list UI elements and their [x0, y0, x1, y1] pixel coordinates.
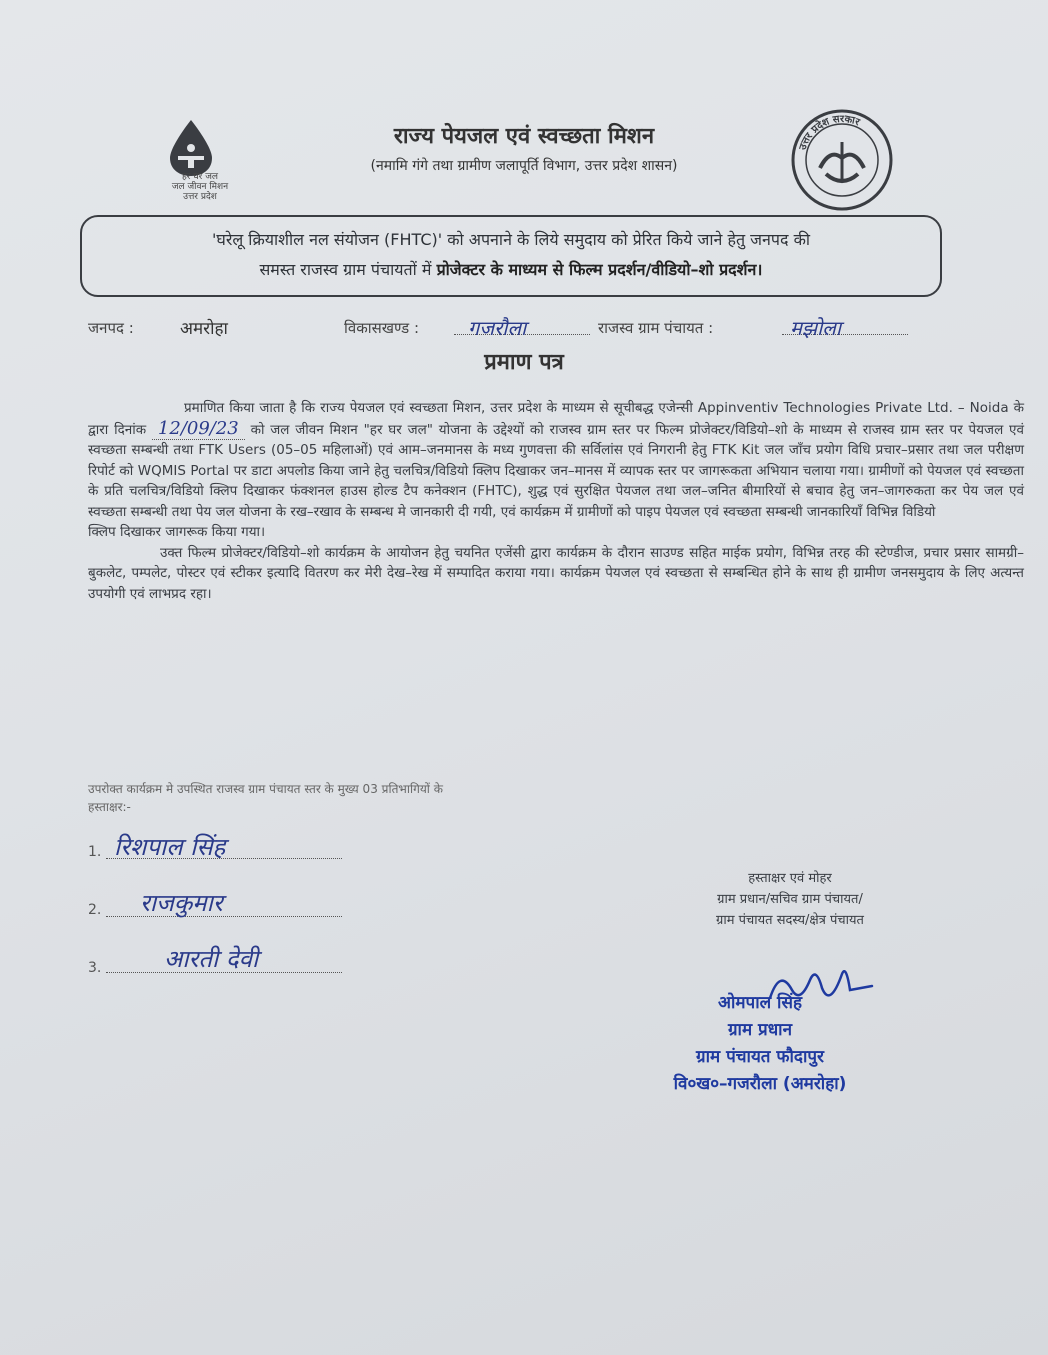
up-government-seal-icon: [790, 108, 894, 212]
stamp-label-3: ग्राम पंचायत सदस्य/क्षेत्र पंचायत: [716, 913, 864, 928]
participant-1-number: 1.: [88, 844, 102, 860]
stamp-block: वि०ख०–गजरौला (अमरोहा): [673, 1074, 847, 1094]
participant-2-signature: राजकुमार: [140, 889, 223, 917]
participant-3-signature: आरती देवी: [164, 945, 259, 973]
program-title-banner: [80, 215, 942, 297]
banner-line-2-plain: समस्त राजस्व ग्राम पंचायतों में: [259, 260, 437, 279]
district-value: अमरोहा: [180, 319, 228, 339]
block-label: विकासखण्ड :: [344, 319, 420, 337]
body-p1-end: को जल जीवन मिशन "हर घर जल" योजना के उद्देश्यों को राजस्व ग्राम स्तर पर फिल्म प्रोजेक्टर/विडियो–शो के माध्यम से राजस्व ग्राम स्तर पर पेयजल एवं स्वच्छता सम्बन्धी तथा FTK Users (05–05 महिलाओं) एवं आम–जनमानस के मध्य गुणवत्ता की सर्विलांस एवं निगरानी हेतु FTK Kit जल जाँच प्रयोग विधि प्रचार–प्रसार तथा जल परीक्षण रिपोर्ट को WQMIS Portal पर डाटा अपलोड किया जाने हेतु चलचित्र/विडियो क्लिप दिखाकर जन–मानस में व्यापक स्तर पर जागरूकता अभियान चलाया गया। ग्रामीणों को पेयजल एवं स्वच्छता के प्रति चलचित्र/विडियो क्लिप दिखाकर फंक्शनल हाउस होल्ड टैप कनेक्शन (FHTC), शुद्ध एवं सुरक्षित पेयजल तथा जल–जनित बीमारियों से बचाव हेतु जन–जागरुकता कर पेय जल एवं स्वच्छता सम्बन्धी तथा पेय जल योजना के रख–रखाव के सम्बन्ध मे जानकारी दी गयी, एवं कार्यक्रम में ग्रामीणों को पाइप पेयजल एवं स्वच्छता सम्बन्धी जानकारियाँ विभिन्न विडियो: [88, 421, 1024, 520]
participants-intro: [88, 780, 628, 816]
location-fields: [88, 312, 968, 346]
body-paragraph-2: उक्त फिल्म प्रोजेक्टर/विडियो–शो कार्यक्रम के आयोजन हेतु चयनित एजेंसी द्वारा कार्यक्रम के दौरान साउण्ड सहित माईक प्रयोग, विभिन्न तरह की स्टेण्डीज, प्रचार प्रसार सामग्री–बुकलेट, पम्पलेट, पोस्टर एवं स्टीकर इत्यादि वितरण कर मेरी देख–रेख में सम्पादित कराया गया। कार्यक्रम पेयजल एवं स्वच्छता से सम्बन्धित होने के साथ ही ग्रामीण जनसमुदाय के लिए अत्यन्त उपयोगी एवं लाभप्रद रहा।: [88, 544, 1024, 602]
participants-intro-1: उपरोक्त कार्यक्रम मे उपस्थित राजस्व ग्राम पंचायत स्तर के मुख्य 03 प्रतिभागियों के: [88, 782, 443, 796]
stamp-label-1: हस्ताक्षर एवं मोहर: [748, 871, 832, 886]
body-p1-start: प्रमाणित किया जाता है कि राज्य पेयजल एवं स्वच्छता मिशन, उत्तर प्रदेश के माध्यम से सूचीबद्ध एजेन्सी Appinventiv Technologies Private Ltd. – Noida के द्वारा दिनांक: [88, 400, 1024, 438]
event-date: 12/09/23: [152, 418, 245, 440]
district-label: जनपद :: [88, 319, 134, 337]
stamp-gram-panchayat: ग्राम पंचायत फौदापुर: [696, 1047, 824, 1067]
participants-intro-2: हस्ताक्षर:-: [88, 800, 131, 814]
logo-caption-3: उत्तर प्रदेश: [183, 192, 217, 202]
seal-text: उत्तर प्रदेश सरकार: [797, 113, 861, 152]
participant-signatures: [88, 832, 348, 982]
certificate-title: प्रमाण पत्र: [484, 350, 564, 375]
logo-caption-2: जल जीवन मिशन: [171, 182, 229, 192]
gp-value: मझोला: [790, 316, 841, 340]
logo-caption: [160, 172, 240, 202]
stamp-name: ओमपाल सिंह: [718, 993, 802, 1013]
certificate-body: [88, 398, 1024, 604]
participant-3-number: 3.: [88, 960, 102, 976]
stamp-label-2: ग्राम प्रधान/सचिव ग्राम पंचायत/: [717, 892, 863, 907]
mission-subtitle: (नमामि गंगे तथा ग्रामीण जलापूर्ति विभाग, उत्तर प्रदेश शासन): [370, 158, 678, 174]
body-p1-tail: क्लिप दिखाकर जागरूक किया गया।: [88, 524, 266, 540]
mission-title: राज्य पेयजल एवं स्वच्छता मिशन: [393, 124, 655, 149]
logo-caption-1: हर घर जल: [182, 172, 218, 182]
body-paragraph-1: [88, 398, 1024, 522]
banner-line-2: [82, 255, 940, 285]
block-value: गजरौला: [468, 316, 527, 340]
banner-line-1: 'घरेलू क्रियाशील नल संयोजन (FHTC)' को अपनाने के लिये समुदाय को प्रेरित किये जाने हेतु जनपद की: [211, 230, 811, 249]
participant-1-signature: रिशपाल सिंह: [114, 833, 226, 861]
gp-label: राजस्व ग्राम पंचायत :: [598, 319, 714, 337]
signature-seal-label: [640, 868, 940, 931]
pradhan-stamp: [600, 990, 920, 1098]
participant-2-number: 2.: [88, 902, 102, 918]
stamp-role: ग्राम प्रधान: [727, 1020, 793, 1040]
banner-line-2-bold: प्रोजेक्टर के माध्यम से फिल्म प्रदर्शन/वीडियो–शो प्रदर्शन।: [436, 260, 763, 279]
svg-text:उत्तर प्रदेश सरकार: [797, 114, 862, 153]
